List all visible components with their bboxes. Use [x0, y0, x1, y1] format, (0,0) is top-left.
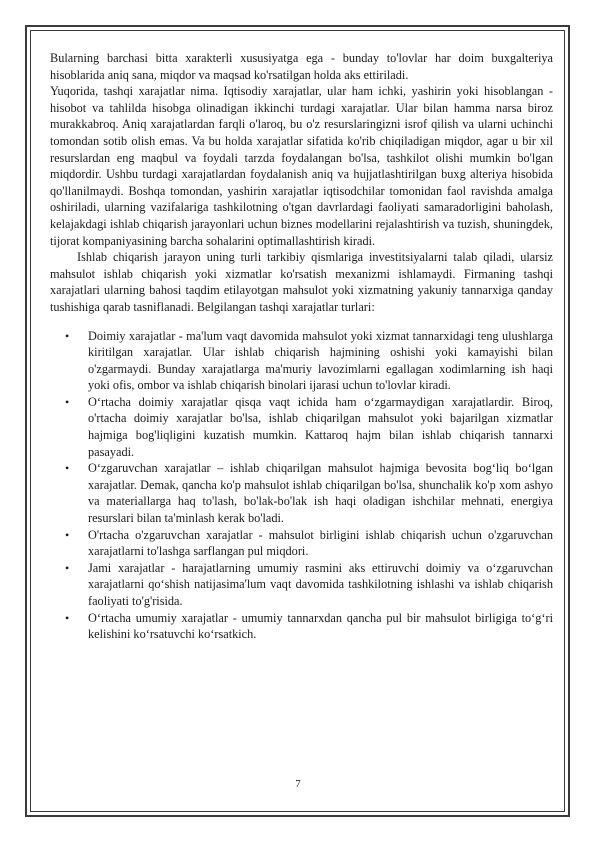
list-item: [50, 328, 553, 394]
bullet-icon: •: [65, 394, 70, 409]
document-body: [50, 50, 553, 643]
list-item-text: O'rtacha o'zgaruvchan xarajatlar - mahsulot birligini ishlab chiqarish uchun o'zgaruvchan xarajatlarni to'lashga sarflangan pul miqdori.: [88, 527, 553, 559]
list-item: [50, 394, 553, 460]
bullet-icon: •: [65, 610, 70, 625]
page-number: 7: [295, 778, 301, 790]
list-item: [50, 460, 553, 526]
paragraph-hidden-costs: Yuqorida, tashqi xarajatlar nima. Iqtisodiy xarajatlar, ular ham ichki, yashirin yoki hisoblangan - hisobot va tahlilda hisobga olinadigan ikkinchi turdagi xarajatlar. Ular bilan hamma narsa biroz murakkabroq. Aniq xarajatlardan farqli o'laroq, bu o'z resurslaringizni isrof qilish va ularni uchinchi tomondan sotib olish emas. Va bu holda xarajatlar sifatida ko'rib chiqiladigan miqdor, agar u bir xil resurslardan eng maqbul va foydali tarzda foydalangan bo'lsa, tashkilot olishi mumkin bo'lgan miqdordir. Ushbu turdagi xarajatlardan foydalanish aniq va hujjatlashtirilgan buxg alteriya hisobida qo'llanilmaydi. Boshqa tomondan, yashirin xarajatlar iqtisodchilar tomonidan faol ravishda amalga oshiriladi, ularning vazifalariga tashkilotning o'tgan davrlardagi faoliyati samaradorligini baholash, kelajakdagi ishlab chiqarish jarayonlari uchun biznes modellarini rejalashtirish va tuzish, shuningdek, tijorat kompaniyasining barcha sohalarini optimallashtirish kiradi.: [50, 84, 553, 248]
paragraph-production: Ishlab chiqarish jarayon uning turli tarkibiy qismlariga investitsiyalarni talab qiladi, ularsiz mahsulot ishlab chiqarish yoki xizmatlar ko'rsatish mexanizmi ishlamaydi. Firmaning tashqi xarajatlari ularning bahosi taqdim etilayotgan mahsulot yoki xizmatning yakuniy tannarxiga qanday tushishiga qarab tasniflanadi. Belgilangan tashqi xarajatlar turlari:: [50, 250, 553, 314]
paragraph-intro: Bularning barchasi bitta xarakterli xususiyatga ega - bunday to'lovlar har doim buxgalteriya hisoblarida aniq sana, miqdor va maqsad ko'rsatilgan holda aks ettiriladi.: [50, 51, 553, 82]
list-item-text: O‘rtacha doimiy xarajatlar qisqa vaqt ichida ham o‘zgarmaydigan xarajatlardir. Biroq, o'rtacha doimiy xarajatlar bo'lsa, ishlab chiqarilgan mahsulot yoki bajarilgan xizmatlar hajmiga bog'liqligini kuzatish mumkin. Kattaroq hajm bilan ishlab chiqarish tannarxi pasayadi.: [88, 394, 553, 459]
list-item-text: Jami xarajatlar - harajatlarning umumiy rasmini aks ettiruvchi doimiy va o‘zgaruvchan xarajatlarni qo‘shish natijasima'lum vaqt davomida tashkilotning ishlashi va ishlab chiqarish faoliyati to'g'risida.: [88, 560, 553, 608]
cost-types-list: [50, 328, 553, 643]
bullet-icon: •: [65, 328, 70, 343]
list-item: [50, 527, 553, 560]
list-item: [50, 610, 553, 643]
list-item-text: O‘zgaruvchan xarajatlar – ishlab chiqarilgan mahsulot hajmiga bevosita bog‘liq bo‘lgan xarajatlar. Demak, qancha ko'p mahsulot ishlab chiqarilgan bo'lsa, shunchalik ko'p xom ashyo va materiallarga haq to'lash, bo'lak-bo'lak ish haqi oladigan ishchilar mehnati, energiya resurslari bilan ta'minlash kerak bo'ladi.: [88, 461, 553, 526]
bullet-icon: •: [65, 527, 70, 542]
list-item: [50, 560, 553, 610]
list-item-text: Doimiy xarajatlar - ma'lum vaqt davomida mahsulot yoki xizmat tannarxidagi teng ulushlarga kiritilgan xarajatlar. Ular ishlab chiqarish hajmining oshishi yoki kamayishi bilan o'zgarmaydi. Bunday xarajatlarga ma'muriy lavozimlarni egallagan xodimlarning ish haqi yoki ofis, ombor va ishlab chiqarish binolari ijarasi uchun to'lovlar kiradi.: [88, 328, 553, 393]
bullet-icon: •: [65, 461, 70, 476]
bullet-icon: •: [65, 560, 70, 575]
list-item-text: O‘rtacha umumiy xarajatlar - umumiy tannarxdan qancha pul bir mahsulot birligiga to‘g‘ri kelishini ko‘rsatuvchi ko‘rsatkich.: [88, 610, 553, 642]
